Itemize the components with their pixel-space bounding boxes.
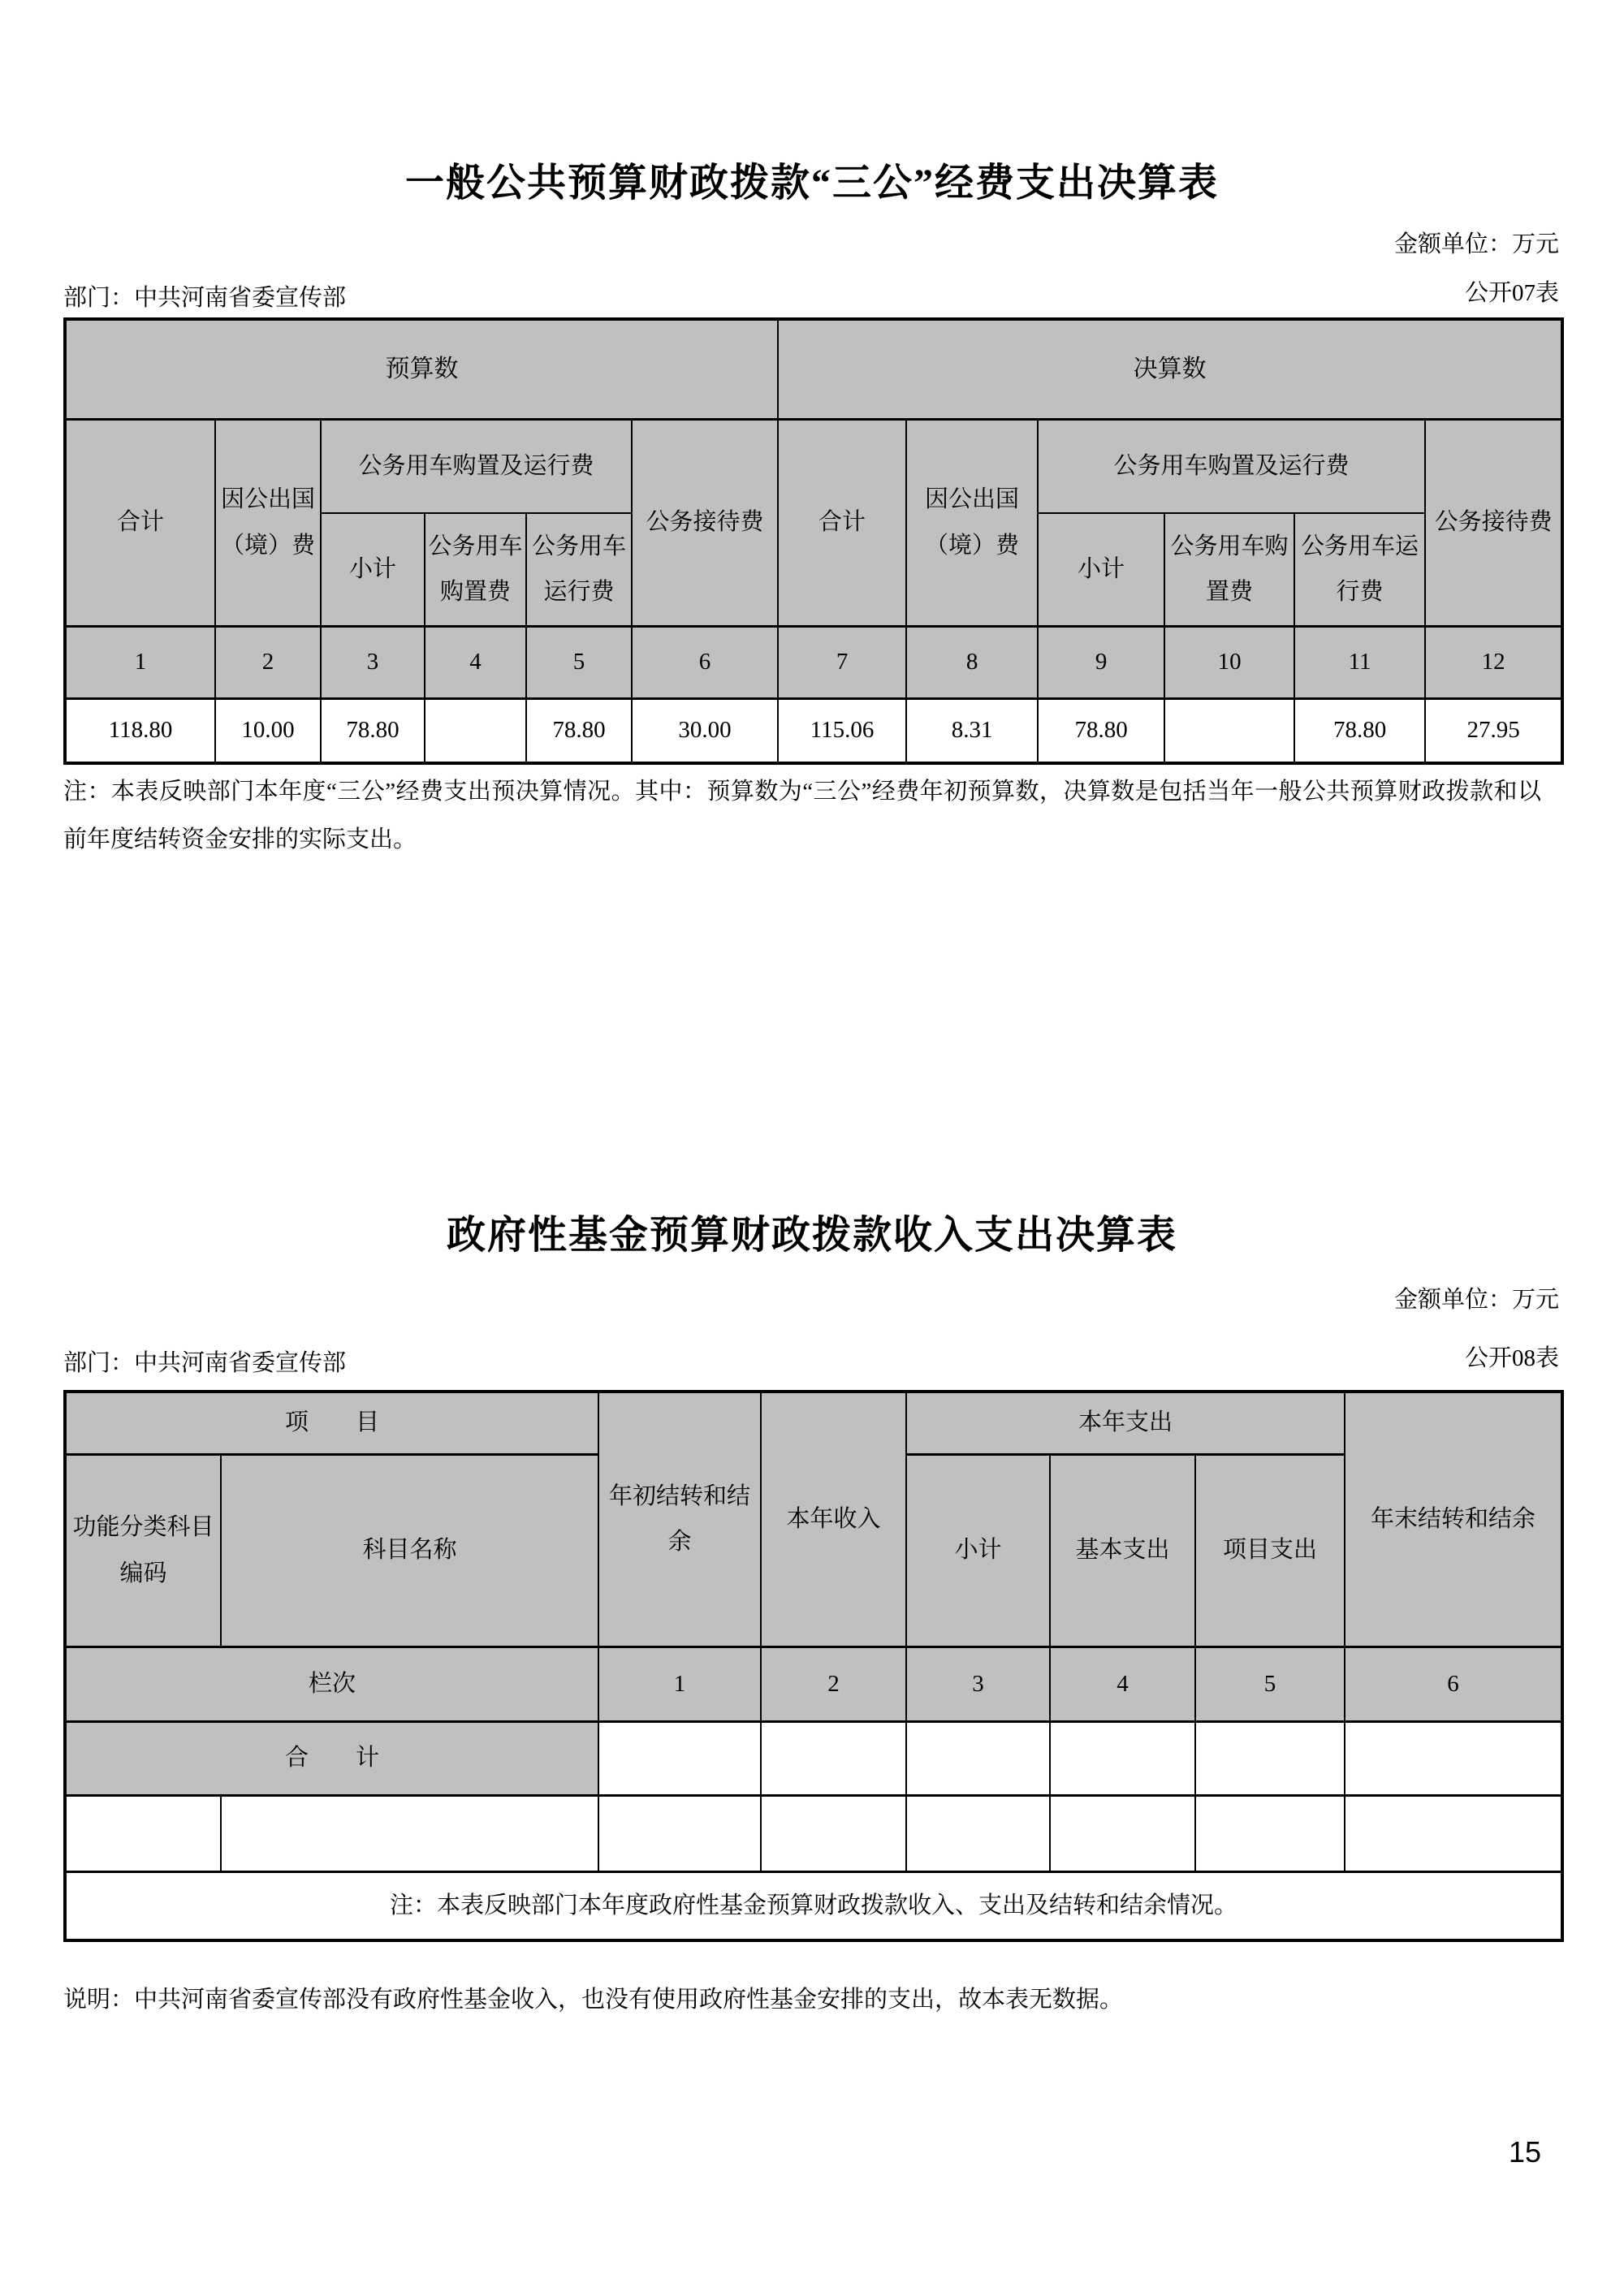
t1-col-number: 5 <box>526 626 632 698</box>
t1-final-subtotal-header: 小计 <box>1038 513 1164 626</box>
t1-budget-abroad-header: 因公出国（境）费 <box>215 419 321 626</box>
t1-col-number: 3 <box>321 626 425 698</box>
t1-final-group-header: 决算数 <box>778 319 1562 419</box>
t2-begin-balance-header: 年初结转和结余 <box>598 1392 761 1646</box>
t2-col-number: 2 <box>761 1646 906 1721</box>
t1-final-vehicle-group-header: 公务用车购置及运行费 <box>1038 419 1425 513</box>
t2-current-income-header: 本年收入 <box>761 1392 906 1646</box>
t1-value-cell: 27.95 <box>1425 698 1562 763</box>
page-number: 15 <box>1509 2135 1542 2169</box>
explanation-note: 说明：中共河南省委宣传部没有政府性基金收入，也没有使用政府性基金安排的支出，故本表无数据。 <box>63 1987 1124 2013</box>
t2-total-value-cell <box>1195 1721 1345 1795</box>
t2-total-value-cell <box>1050 1721 1195 1795</box>
t2-col-number: 3 <box>906 1646 1050 1721</box>
t1-value-cell: 118.80 <box>65 698 215 763</box>
t1-value-cell: 8.31 <box>906 698 1038 763</box>
t2-empty-cell <box>761 1795 906 1871</box>
t2-empty-cell <box>1195 1795 1345 1871</box>
t1-value-cell: 78.80 <box>1038 698 1164 763</box>
t2-empty-cell <box>1345 1795 1562 1871</box>
t2-function-code-header: 功能分类科目编码 <box>65 1454 221 1646</box>
t2-empty-cell <box>906 1795 1050 1871</box>
t2-col-number: 5 <box>1195 1646 1345 1721</box>
t1-col-number: 4 <box>425 626 526 698</box>
t1-budget-reception-header: 公务接待费 <box>632 419 778 626</box>
t2-total-value-cell <box>598 1721 761 1795</box>
table1-unit-label: 金额单位：万元 <box>1393 231 1559 257</box>
table2-note: 注：本表反映部门本年度政府性基金预算财政拨款收入、支出及结转和结余情况。 <box>65 1871 1562 1940</box>
t1-value-cell: 10.00 <box>215 698 321 763</box>
t2-item-group-header: 项 目 <box>65 1392 598 1454</box>
t1-col-number: 7 <box>778 626 906 698</box>
t1-budget-group-header: 预算数 <box>65 319 778 419</box>
t2-col-number: 6 <box>1345 1646 1562 1721</box>
t1-col-number: 6 <box>632 626 778 698</box>
t1-value-cell <box>425 698 526 763</box>
t2-total-row-label: 合 计 <box>65 1721 598 1795</box>
t2-empty-cell <box>221 1795 598 1871</box>
t2-subject-name-header: 科目名称 <box>221 1454 598 1646</box>
table2-unit-label: 金额单位：万元 <box>1393 1287 1559 1313</box>
table1-department-label: 部门：中共河南省委宣传部 <box>63 285 347 311</box>
t1-final-vehicle-operation-header: 公务用车运行费 <box>1294 513 1425 626</box>
t1-value-cell: 78.80 <box>526 698 632 763</box>
t1-value-cell: 78.80 <box>321 698 425 763</box>
t1-budget-vehicle-purchase-header: 公务用车购置费 <box>425 513 526 626</box>
t2-empty-cell <box>65 1795 221 1871</box>
t1-final-abroad-header: 因公出国（境）费 <box>906 419 1038 626</box>
t2-col-number: 1 <box>598 1646 761 1721</box>
t2-empty-cell <box>598 1795 761 1871</box>
table2-department-label: 部门：中共河南省委宣传部 <box>63 1350 347 1376</box>
t1-budget-total-header: 合计 <box>65 419 215 626</box>
gov-fund-budget-table <box>63 1390 1564 1942</box>
t1-final-reception-header: 公务接待费 <box>1425 419 1562 626</box>
t2-total-value-cell <box>906 1721 1050 1795</box>
t1-final-vehicle-purchase-header: 公务用车购置费 <box>1164 513 1294 626</box>
t1-value-cell <box>1164 698 1294 763</box>
t2-basic-expense-header: 基本支出 <box>1050 1454 1195 1646</box>
t2-current-expense-group-header: 本年支出 <box>906 1392 1345 1454</box>
table1-sheet-number: 公开07表 <box>1464 280 1559 306</box>
t1-value-cell: 78.80 <box>1294 698 1425 763</box>
t1-col-number: 12 <box>1425 626 1562 698</box>
t1-col-number: 1 <box>65 626 215 698</box>
table1-title: 一般公共预算财政拨款“三公”经费支出决算表 <box>404 162 1219 205</box>
t2-total-value-cell <box>1345 1721 1562 1795</box>
t1-col-number: 9 <box>1038 626 1164 698</box>
three-public-expense-table <box>63 317 1564 765</box>
t1-col-number: 11 <box>1294 626 1425 698</box>
t2-col-number: 4 <box>1050 1646 1195 1721</box>
t1-value-cell: 115.06 <box>778 698 906 763</box>
t1-col-number: 8 <box>906 626 1038 698</box>
t1-budget-subtotal-header: 小计 <box>321 513 425 626</box>
t2-project-expense-header: 项目支出 <box>1195 1454 1345 1646</box>
t2-subtotal-header: 小计 <box>906 1454 1050 1646</box>
t1-col-number: 2 <box>215 626 321 698</box>
table2-title: 政府性基金预算财政拨款收入支出决算表 <box>446 1214 1177 1257</box>
t1-col-number: 10 <box>1164 626 1294 698</box>
t1-budget-vehicle-group-header: 公务用车购置及运行费 <box>321 419 632 513</box>
t1-final-total-header: 合计 <box>778 419 906 626</box>
table2-sheet-number: 公开08表 <box>1464 1345 1559 1371</box>
t2-total-value-cell <box>761 1721 906 1795</box>
t1-value-cell: 30.00 <box>632 698 778 763</box>
t2-empty-cell <box>1050 1795 1195 1871</box>
table1-note: 注：本表反映部门本年度“三公”经费支出预决算情况。其中：预算数为“三公”经费年初预算数，决算数是包括当年一般公共预算财政拨款和以前年度结转资金安排的实际支出。 <box>63 779 1541 853</box>
t2-column-row-label: 栏次 <box>65 1646 598 1721</box>
t2-end-balance-header: 年末结转和结余 <box>1345 1392 1562 1646</box>
t1-budget-vehicle-operation-header: 公务用车运行费 <box>526 513 632 626</box>
